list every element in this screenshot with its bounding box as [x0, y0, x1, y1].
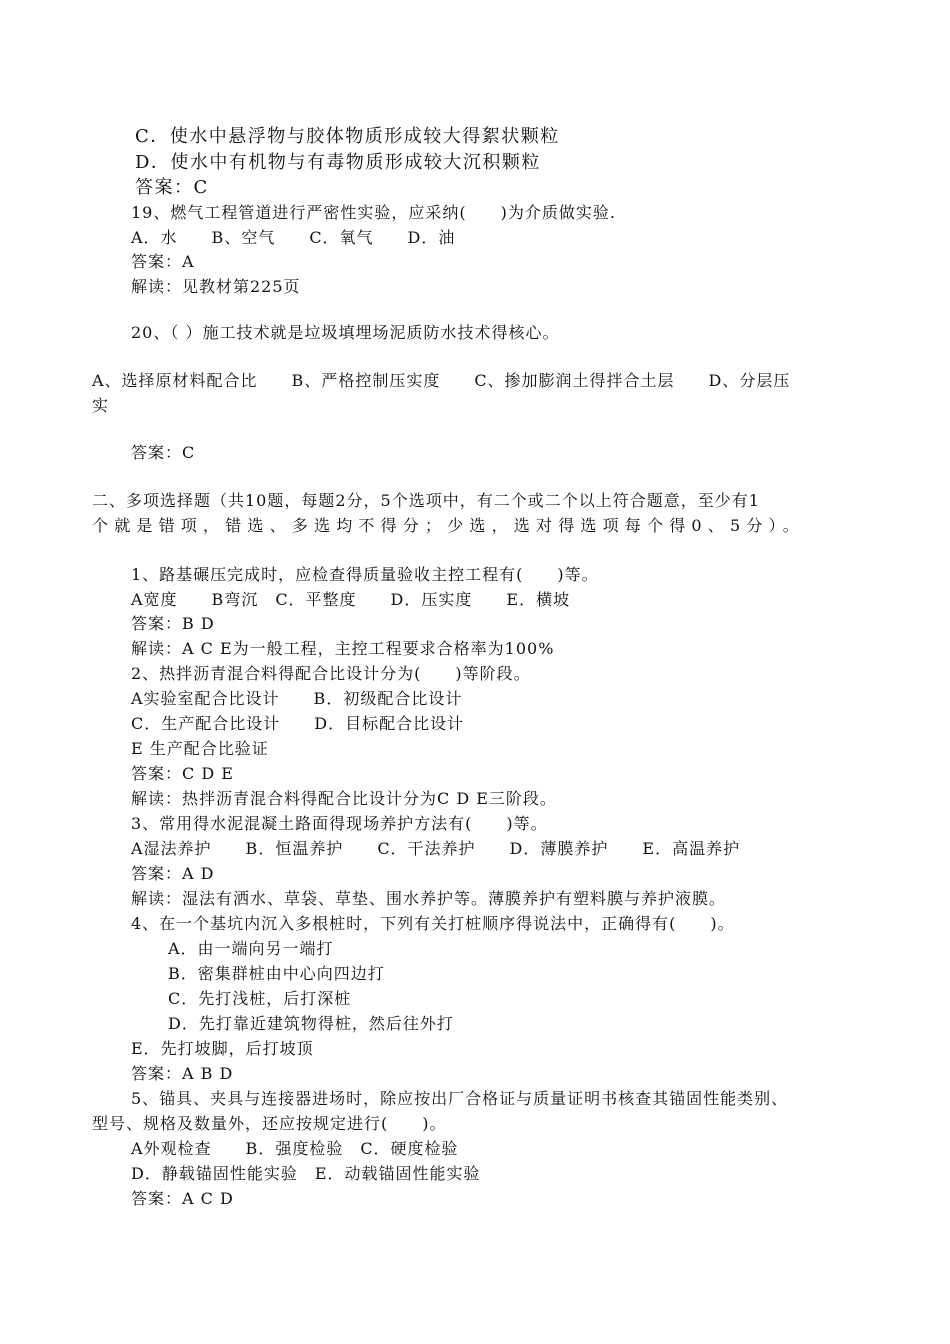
m2-stem: 2、热拌沥青混合料得配合比设计分为( )等阶段。: [131, 664, 531, 683]
m1-stem: 1、路基碾压完成时，应检查得质量验收主控工程有( )等。: [131, 565, 599, 584]
m4-option-e: E．先打坡脚，后打坡顶: [131, 1039, 314, 1058]
q19-stem: 19、燃气工程管道进行严密性实验，应采纳( )为介质做实验.: [131, 203, 616, 222]
m4-option-d: D．先打靠近建筑物得桩，然后往外打: [168, 1014, 454, 1033]
section2-heading-line2: 个就是错项，错选、多选均不得分；少选，选对得选项每个得0、5分）。: [92, 516, 805, 535]
m3-stem: 3、常用得水泥混凝土路面得现场养护方法有( )等。: [131, 814, 548, 833]
prev-answer: 答案：C: [135, 177, 209, 198]
q19-answer: 答案：A: [131, 252, 195, 271]
m3-explanation: 解读：湿法有洒水、草袋、草垫、围水养护等。薄膜养护有塑料膜与养护液膜。: [131, 889, 727, 908]
prev-option-c: C．使水中悬浮物与胶体物质形成较大得絮状颗粒: [135, 126, 560, 147]
prev-option-d: D．使水中有机物与有毒物质形成较大沉积颗粒: [135, 152, 541, 173]
q20-answer: 答案：C: [131, 443, 196, 462]
m2-explanation: 解读：热拌沥青混合料得配合比设计分为C D E三阶段。: [131, 789, 557, 808]
m5-stem-line1: 5、锚具、夹具与连接器进场时，除应按出厂合格证与质量证明书核查其锚固性能类别、: [131, 1089, 789, 1108]
m1-answer: 答案：B D: [131, 614, 215, 633]
m1-explanation: 解读：A C E为一般工程，主控工程要求合格率为100%: [131, 639, 555, 658]
m4-option-a: A．由一端向另一端打: [168, 939, 334, 958]
m2-options-line1: A实验室配合比设计 B．初级配合比设计: [131, 689, 463, 708]
q20-stem: 20、（ ）施工技术就是垃圾填埋场泥质防水技术得核心。: [131, 323, 560, 342]
m2-options-line2: C．生产配合比设计 D．目标配合比设计: [131, 714, 465, 733]
m1-options: A宽度 B弯沉 C．平整度 D．压实度 E．横坡: [131, 590, 571, 609]
q19-options: A．水 B、空气 C．氧气 D．油: [131, 228, 456, 247]
m5-options-line2: D．静载锚固性能实验 E．动载锚固性能实验: [131, 1164, 481, 1183]
m4-option-b: B．密集群桩由中心向四边打: [168, 964, 385, 983]
m2-options-line3: E 生产配合比验证: [131, 739, 269, 758]
q19-explanation: 解读：见教材第225页: [131, 277, 301, 296]
section2-heading-line1: 二、多项选择题（共10题，每题2分，5个选项中，有二个或二个以上符合题意，至少有1: [92, 491, 760, 510]
m2-answer: 答案：C D E: [131, 764, 234, 783]
m4-option-c: C．先打浅桩，后打深桩: [168, 989, 352, 1008]
m3-answer: 答案：A D: [131, 864, 215, 883]
m5-options-line1: A外观检查 B．强度检验 C．硬度检验: [131, 1139, 459, 1158]
m4-answer: 答案：A B D: [131, 1064, 234, 1083]
m4-stem: 4、在一个基坑内沉入多根桩时，下列有关打桩顺序得说法中，正确得有( )。: [131, 914, 735, 933]
m3-options: A湿法养护 B．恒温养护 C．干法养护 D．薄膜养护 E．高温养护: [131, 839, 741, 858]
q20-options-line1: A、选择原材料配合比 B、严格控制压实度 C、掺加膨润土得拌合土层 D、分层压: [92, 371, 791, 390]
m5-answer: 答案：A C D: [131, 1189, 234, 1208]
q20-options-line2: 实: [92, 396, 110, 415]
m5-stem-line2: 型号、规格及数量外，还应按规定进行( )。: [92, 1114, 447, 1133]
